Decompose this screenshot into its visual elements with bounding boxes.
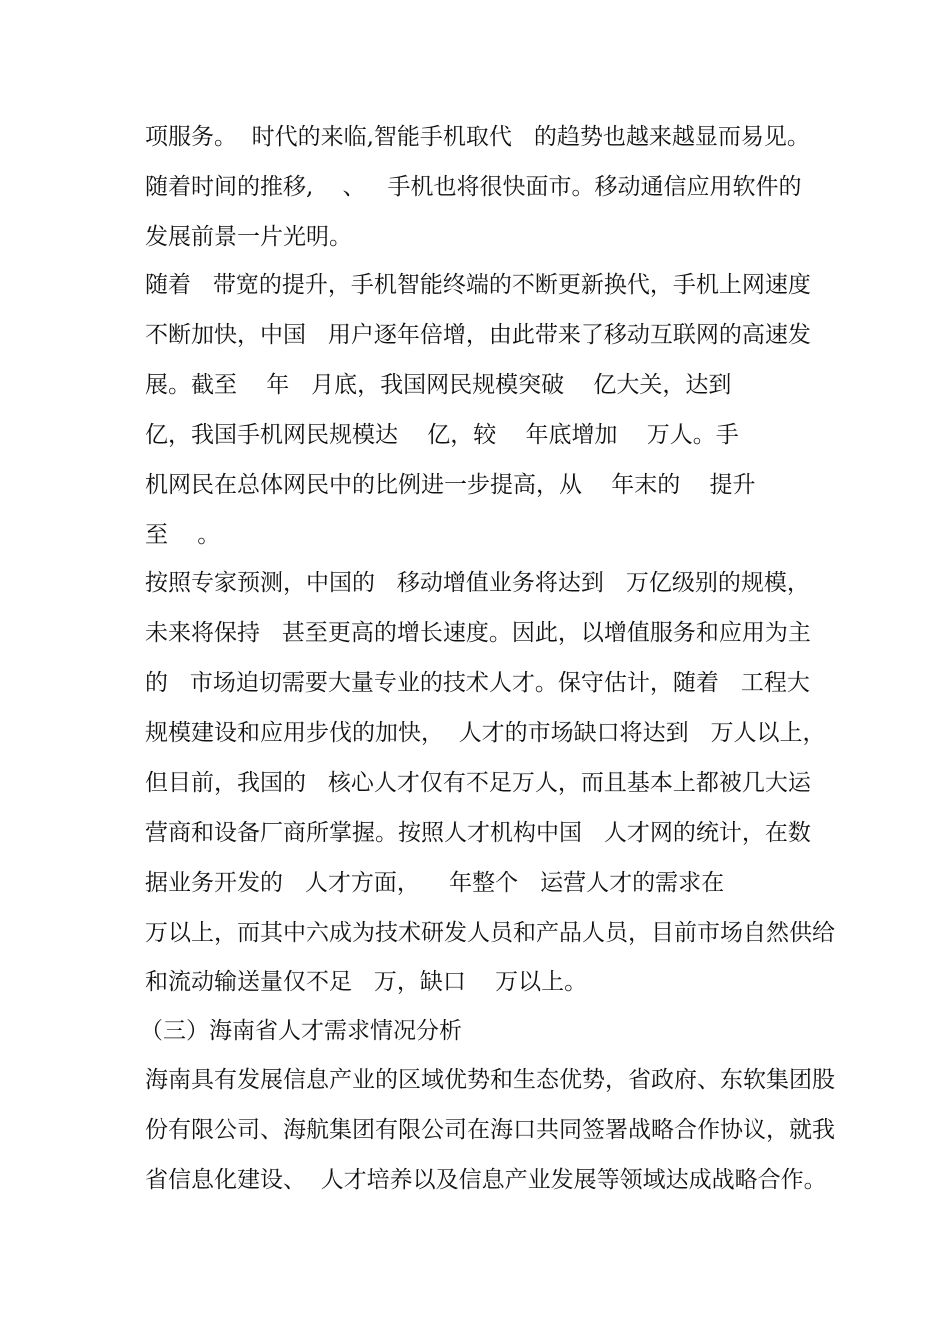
text-line: 按照专家预测，中国的 移动增值业务将达到 万亿级别的规模， [145,570,810,596]
text-line: 展。截至 年 月底，我国网民规模突破 亿大关，达到 [145,372,732,398]
text-line: 据业务开发的 人才方面， 年整个 运营人才的需求在 [145,870,725,896]
text-line: 海南具有发展信息产业的区域优势和生态优势，省政府、东软集团股 [145,1067,835,1093]
text-line: 随着时间的推移, 、 手机也将很快面市。移动通信应用软件的 [145,174,802,200]
text-line: 和流动输送量仅不足 万，缺口 万以上。 [145,969,588,995]
text-line: 省信息化建设、 人才培养以及信息产业发展等领域达成战略合作。 [145,1167,827,1193]
text-line: 未来将保持 甚至更高的增长速度。因此，以增值服务和应用为主 [145,620,811,646]
text-line: 至 。 [145,522,221,548]
text-line: 万以上，而其中六成为技术研发人员和产品人员，目前市场自然供给 [145,920,835,946]
text-line: 份有限公司、海航集团有限公司在海口共同签署战略合作协议，就我 [145,1117,835,1143]
text-line: 规模建设和应用步伐的加快， 人才的市场缺口将达到 万人以上， [145,720,826,746]
text-line: 但目前，我国的 核心人才仅有不足万人，而且基本上都被几大运 [145,770,811,796]
text-line: 随着 带宽的提升，手机智能终端的不断更新换代，手机上网速度 [145,272,811,298]
text-line: 发展前景一片光明。 [145,224,352,250]
section-heading: （三）海南省人才需求情况分析 [140,1018,462,1044]
text-line: 项服务。 时代的来临,智能手机取代 的趋势也越来越显而易见。 [145,124,810,150]
text-line: 不断加快，中国 用户逐年倍增，由此带来了移动互联网的高速发 [145,322,811,348]
text-line: 机网民在总体网民中的比例进一步提高，从 年末的 提升 [145,472,756,498]
text-line: 的 市场迫切需要大量专业的技术人才。保守估计，随着 工程大 [145,670,810,696]
text-line: 营商和设备厂商所掌握。按照人才机构中国 人才网的统计，在数 [145,820,811,846]
text-line: 亿，我国手机网民规模达 亿，较 年底增加 万人。手 [145,422,739,448]
